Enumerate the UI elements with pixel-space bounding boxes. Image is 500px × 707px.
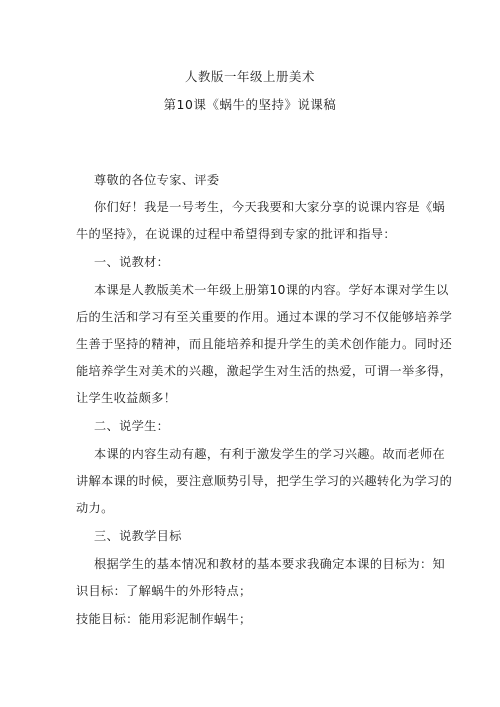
section-heading: 三、说教学目标 <box>94 529 182 543</box>
salutation-line: 尊敬的各位专家、评委 <box>94 173 220 187</box>
paragraph-line: 能培养学生对美术的兴趣，激起学生对生活的热爱，可谓一举多得， <box>76 364 453 378</box>
paragraph-line: 让学生收益颇多！ <box>76 391 177 405</box>
section-heading: 一、说教材： <box>94 255 170 269</box>
paragraph-line: 生善于坚持的精神，而且能培养和提升学生的美术创作能力。同时还 <box>76 337 453 351</box>
paragraph-line: 动力。 <box>76 501 114 515</box>
paragraph-line: 根据学生的基本情况和教材的基本要求我确定本课的目标为：知 <box>94 557 446 571</box>
paragraph-line: 本课的内容生动有趣，有利于激发学生的学习兴趣。故而老师在 <box>94 447 446 461</box>
document-title: 人教版一年级上册美术 <box>185 69 315 84</box>
document-subtitle: 第10课《蜗牛的坚持》说课稿 <box>163 97 337 112</box>
paragraph-line: 本课是人教版美术一年级上册第10课的内容。学好本课对学生以 <box>94 283 449 297</box>
paragraph-line: 你们好！我是一号考生，今天我要和大家分享的说课内容是《蜗 <box>94 200 446 214</box>
section-heading: 二、说学生： <box>94 419 170 433</box>
paragraph-line: 讲解本课的时候，要注意顺势引导，把学生学习的兴趣转化为学习的 <box>76 474 453 488</box>
paragraph-line: 牛的坚持》，在说课的过程中希望得到专家的批评和指导： <box>76 227 396 241</box>
paragraph-line: 技能目标：能用彩泥制作蜗牛； <box>76 612 252 626</box>
paragraph-line: 识目标：了解蜗牛的外形特点； <box>76 584 252 598</box>
paragraph-line: 后的生活和学习有至关重要的作用。通过本课的学习不仅能够培养学 <box>76 310 453 324</box>
